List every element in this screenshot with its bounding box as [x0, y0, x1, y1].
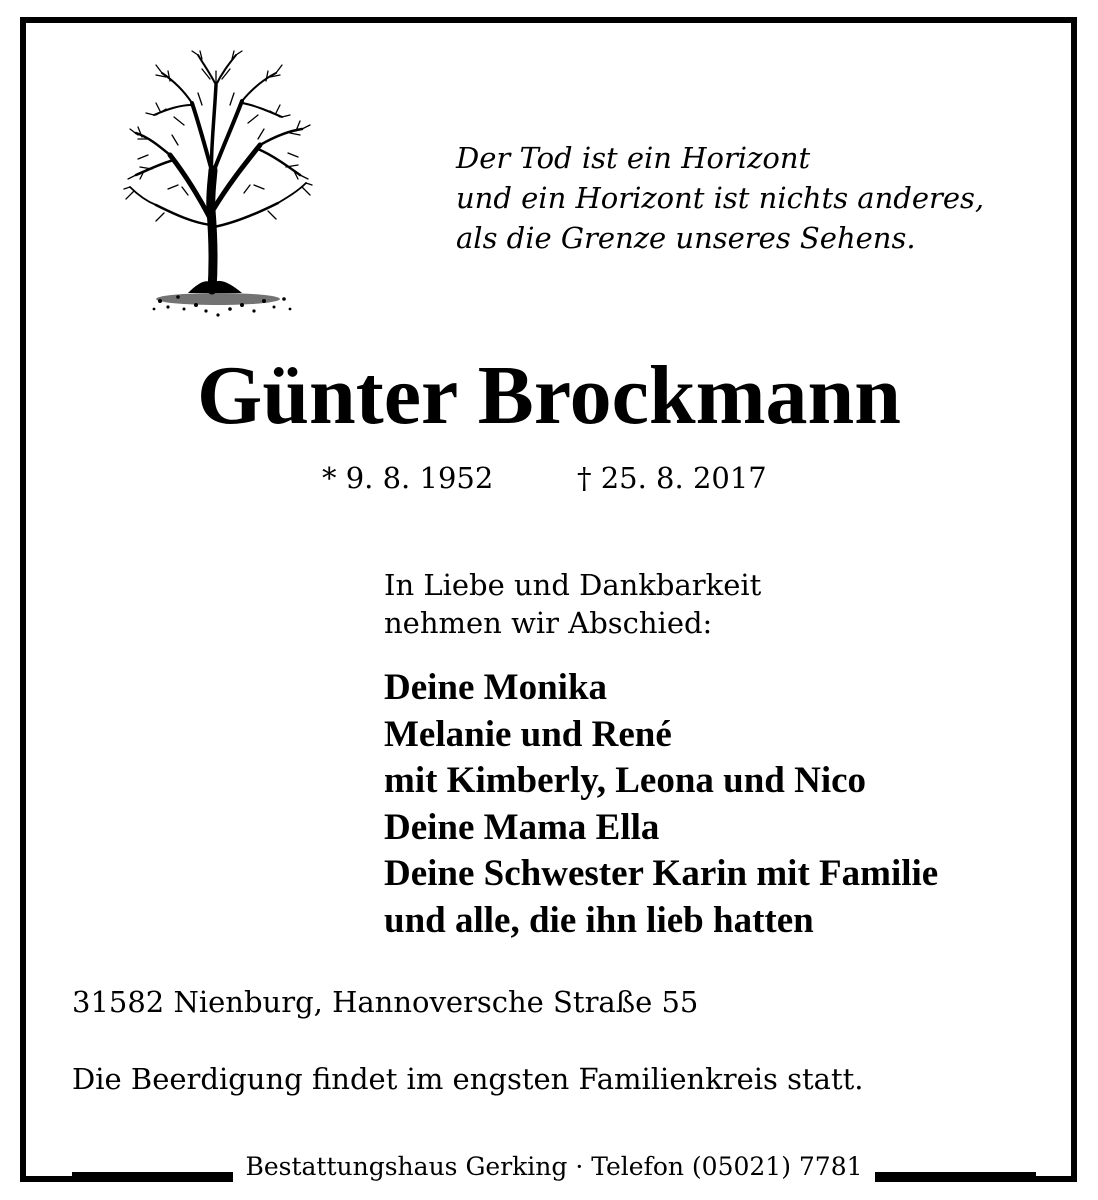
deceased-name: Günter Brockmann — [197, 349, 901, 442]
family-address: 31582 Nienburg, Hannoversche Straße 55 — [72, 985, 699, 1019]
quote-line: und ein Horizont ist nichts anderes, — [456, 181, 985, 215]
death-date: † 25. 8. 2017 — [577, 461, 767, 495]
footer-rule-left — [72, 1172, 233, 1177]
birth-date: * 9. 8. 1952 — [322, 461, 494, 495]
mourner-line: Deine Monika — [384, 667, 608, 708]
quote — [456, 138, 1056, 258]
intro-line: nehmen wir Abschied: — [384, 606, 713, 640]
quote-line: Der Tod ist ein Horizont — [456, 141, 811, 175]
funeral-home-contact: Bestattungshaus Gerking · Telefon (05021) 7781 — [233, 1150, 874, 1184]
mourner-line: mit Kimberly, Leona und Nico — [384, 760, 867, 801]
quote-line: als die Grenze unseres Sehens. — [456, 221, 916, 255]
funeral-note: Die Beerdigung findet im engsten Familienkreis statt. — [72, 1062, 864, 1096]
mourner-line: Deine Mama Ella — [384, 806, 660, 848]
mourner-line: Deine Schwester Karin mit Familie — [384, 853, 939, 894]
tree-icon — [118, 45, 318, 325]
mourner-line: und alle, die ihn lieb hatten — [384, 899, 814, 941]
mourner-line: Melanie und René — [384, 713, 672, 755]
intro-line: In Liebe und Dankbarkeit — [384, 568, 762, 602]
farewell-intro — [384, 566, 761, 642]
funeral-home-footer — [72, 1150, 1036, 1184]
footer-rule-right — [875, 1172, 1036, 1177]
mourners-list — [384, 665, 938, 944]
